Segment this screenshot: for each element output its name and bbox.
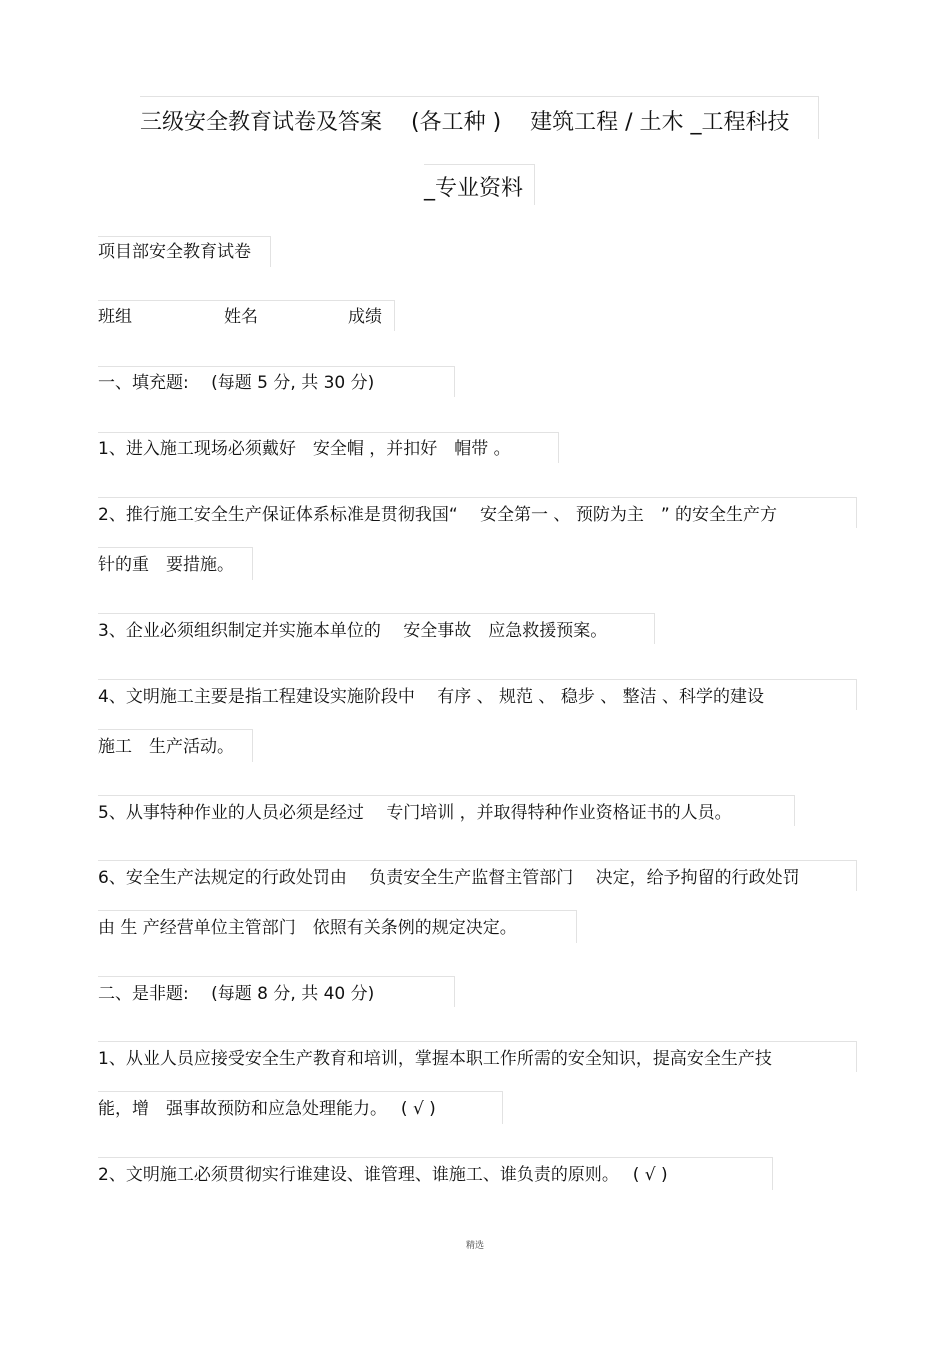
field-score-label: 成绩 <box>348 307 382 327</box>
section2-q2: 2、文明施工必须贯彻实行谁建设、谁管理、谁施工、谁负责的原则。 ( √ ) <box>98 1165 668 1185</box>
field-class-label: 班组 <box>98 307 132 327</box>
section1-q3: 3、企业必须组织制定并实施本单位的 安全事故 应急救援预案。 <box>98 621 608 641</box>
field-name-label: 姓名 <box>224 307 258 327</box>
section2-q1-line1: 1、从业人员应接受安全生产教育和培训，掌握本职工作所需的安全知识，提高安全生产技 <box>98 1049 772 1069</box>
section1-heading: 一、填充题: (每题 5 分, 共 30 分) <box>98 373 375 393</box>
section1-q1: 1、进入施工现场必须戴好 安全帽 ，并扣好 帽带 。 <box>98 439 511 459</box>
document-title-line1: 三级安全教育试卷及答案 (各工种 ) 建筑工程 / 土木 _工程科技 <box>140 110 790 135</box>
section1-q6-line2: 由 生 产经营单位主管部门 依照有关条例的规定决定。 <box>98 918 517 938</box>
section1-q5: 5、从事特种作业的人员必须是经过 专门培训 ，并取得特种作业资格证书的人员。 <box>98 803 732 823</box>
section1-q2-line1: 2、推行施工安全生产保证体系标准是贯彻我国“ 安全第一 、 预防为主 ” 的安全生产方 <box>98 505 778 525</box>
section1-q4-line2: 施工 生产活动。 <box>98 737 234 757</box>
section1-q2-line2: 针的重 要措施。 <box>98 555 234 575</box>
document-title-line2: _专业资料 <box>424 176 524 201</box>
section1-q6-line1: 6、安全生产法规定的行政处罚由 负责安全生产监督主管部门 决定，给予拘留的行政处罚 <box>98 868 800 888</box>
section2-heading: 二、是非题: (每题 8 分, 共 40 分) <box>98 984 375 1004</box>
page-footer: 精选 <box>465 1241 484 1251</box>
section1-q4-line1: 4、文明施工主要是指工程建设实施阶段中 有序 、 规范 、 稳步 、 整洁 、科学的建设 <box>98 687 765 707</box>
exam-subtitle: 项目部安全教育试卷 <box>98 242 251 262</box>
section2-q1-line2: 能，增 强事故预防和应急处理能力。 ( √ ) <box>98 1099 436 1119</box>
